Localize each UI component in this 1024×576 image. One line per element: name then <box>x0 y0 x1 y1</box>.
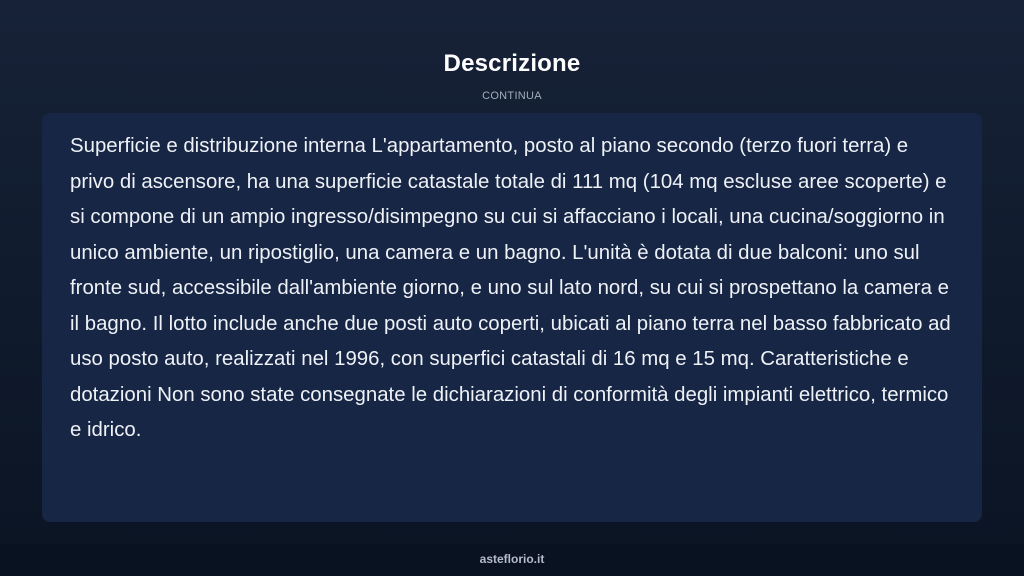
description-card <box>42 113 982 522</box>
footer-bar <box>0 544 1024 576</box>
site-name: asteflorio.it <box>479 552 545 566</box>
continue-label: CONTINUA <box>482 90 542 102</box>
page-title: Descrizione <box>443 50 581 77</box>
description-text: Superficie e distribuzione interna L'appartamento, posto al piano secondo (terzo fuori terra) e privo di ascensore, ha una superficie catastale totale di 111 mq (104 mq escluse aree scoperte) e si compone di un ampio ingresso/disimpegno su cui si affacciano i locali, una cucina/soggiorno in unico ambiente, un ripostiglio, una camera e un bagno. L'unità è dotata di due balconi: uno sul fronte sud, accessibile dall'ambiente giorno, e uno sul lato nord, su cui si prospettano la camera e il bagno. Il lotto include anche due posti auto coperti, ubicati al piano terra nel basso fabbricato ad uso posto auto, realizzati nel 1996, con superfici catastali di 16 mq e 15 mq. Caratteristiche e dotazioni Non sono state consegnate le dichiarazioni di conformità degli impianti elettrico, termico e idrico. <box>70 135 951 441</box>
